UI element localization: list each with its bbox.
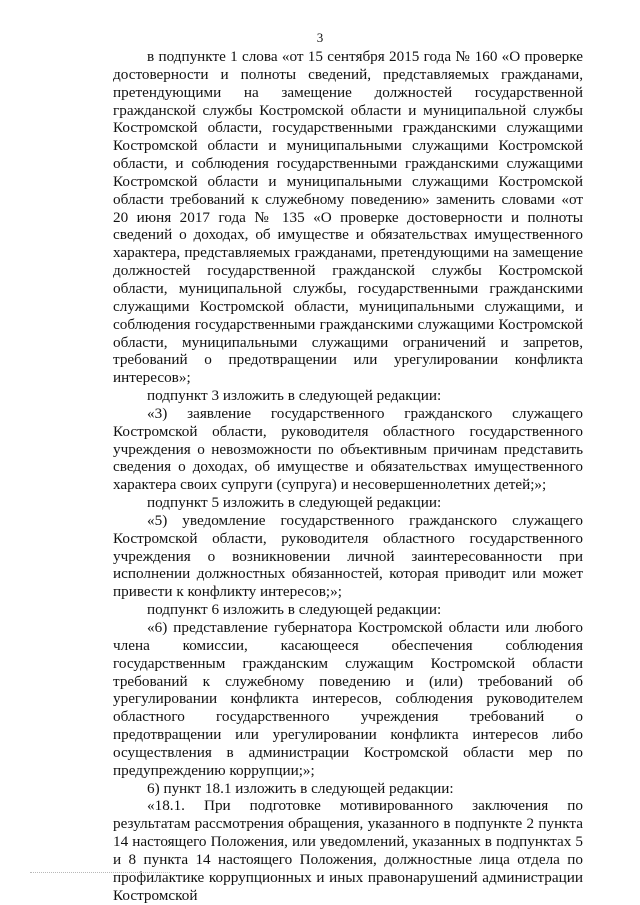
footer-divider <box>30 872 170 873</box>
page-number: 3 <box>316 30 324 45</box>
paragraph-item-18-1-text: «18.1. При подготовке мотивированного заключения по результатам рассмотрения обращения, указанного в подпункте 2 пункта 14 настоящего Положения, или уведомлений, указанных в подпунктах 5 и 8 пункта 14 настоящего Положения, должностные лица отдела по профилактике коррупционных и иных правонарушений администрации Костромской <box>113 797 583 904</box>
paragraph-subitem-6-text: «6) представление губернатора Костромской области или любого члена комиссии, касающееся обеспечения соблюдения государственным гражданским служащим Костромской области требований к служебному поведению и (или) требований об урегулировании конфликта интересов, соблюдения руководителем областного государственного учреждения требований о предотвращении или урегулировании конфликта интересов либо осуществления в администрации Костромской области мер по предупреждению коррупции;»; <box>113 619 583 779</box>
paragraph-subitem-5-text: «5) уведомление государственного гражданского служащего Костромской области, руководителя областного государственного учреждения о возникновении личной заинтересованности при исполнении должностных обязанностей, которая приводит или может привести к конфликту интересов;»; <box>113 511 583 601</box>
paragraph-subitem-6-intro: подпункт 6 изложить в следующей редакции: <box>147 601 442 619</box>
paragraph-subitem-1-replacement: в подпункте 1 слова «от 15 сентября 2015 года № 160 «О проверке достоверности и полноты сведений, представляемых гражданами, претендующими на замещение должностей государственной гражданской службы Костромской области и муниципальной службы Костромской области, государственными гражданскими служащими Костромской области и муниципальными служащими Костромской области, и соблюдения государственными гражданскими служащими Костромской области и муниципальными служащими Костромской области требований к служебному поведению» заменить словами «от 20 июня 2017 года № 135 «О проверке достоверности и полноты сведений о доходах, об имуществе и обязательствах имущественного характера, представляемых гражданами, претендующими на замещение должностей государственной гражданской службы Костромской области, муниципальной службы, государственными гражданскими служащими Костромской области, муниципальными служащими, и соблюдения государственными гражданскими служащими Костромской области, муниципальными служащими ограничений и запретов, требований о предотвращении или урегулировании конфликта интересов»; <box>113 48 583 387</box>
paragraph-subitem-5-intro: подпункт 5 изложить в следующей редакции: <box>147 494 442 512</box>
paragraph-item-18-1-intro: 6) пункт 18.1 изложить в следующей редакции: <box>147 779 454 797</box>
paragraph-subitem-3-text: «3) заявление государственного гражданского служащего Костромской области, руководителя областного государственного учреждения о невозможности по объективным причинам представить сведения о доходах, об имуществе и обязательствах имущественного характера своих супруги (супруга) и несовершеннолетних детей;»; <box>113 404 583 494</box>
paragraph-subitem-3-intro: подпункт 3 изложить в следующей редакции: <box>147 387 442 405</box>
document-body <box>113 48 583 905</box>
